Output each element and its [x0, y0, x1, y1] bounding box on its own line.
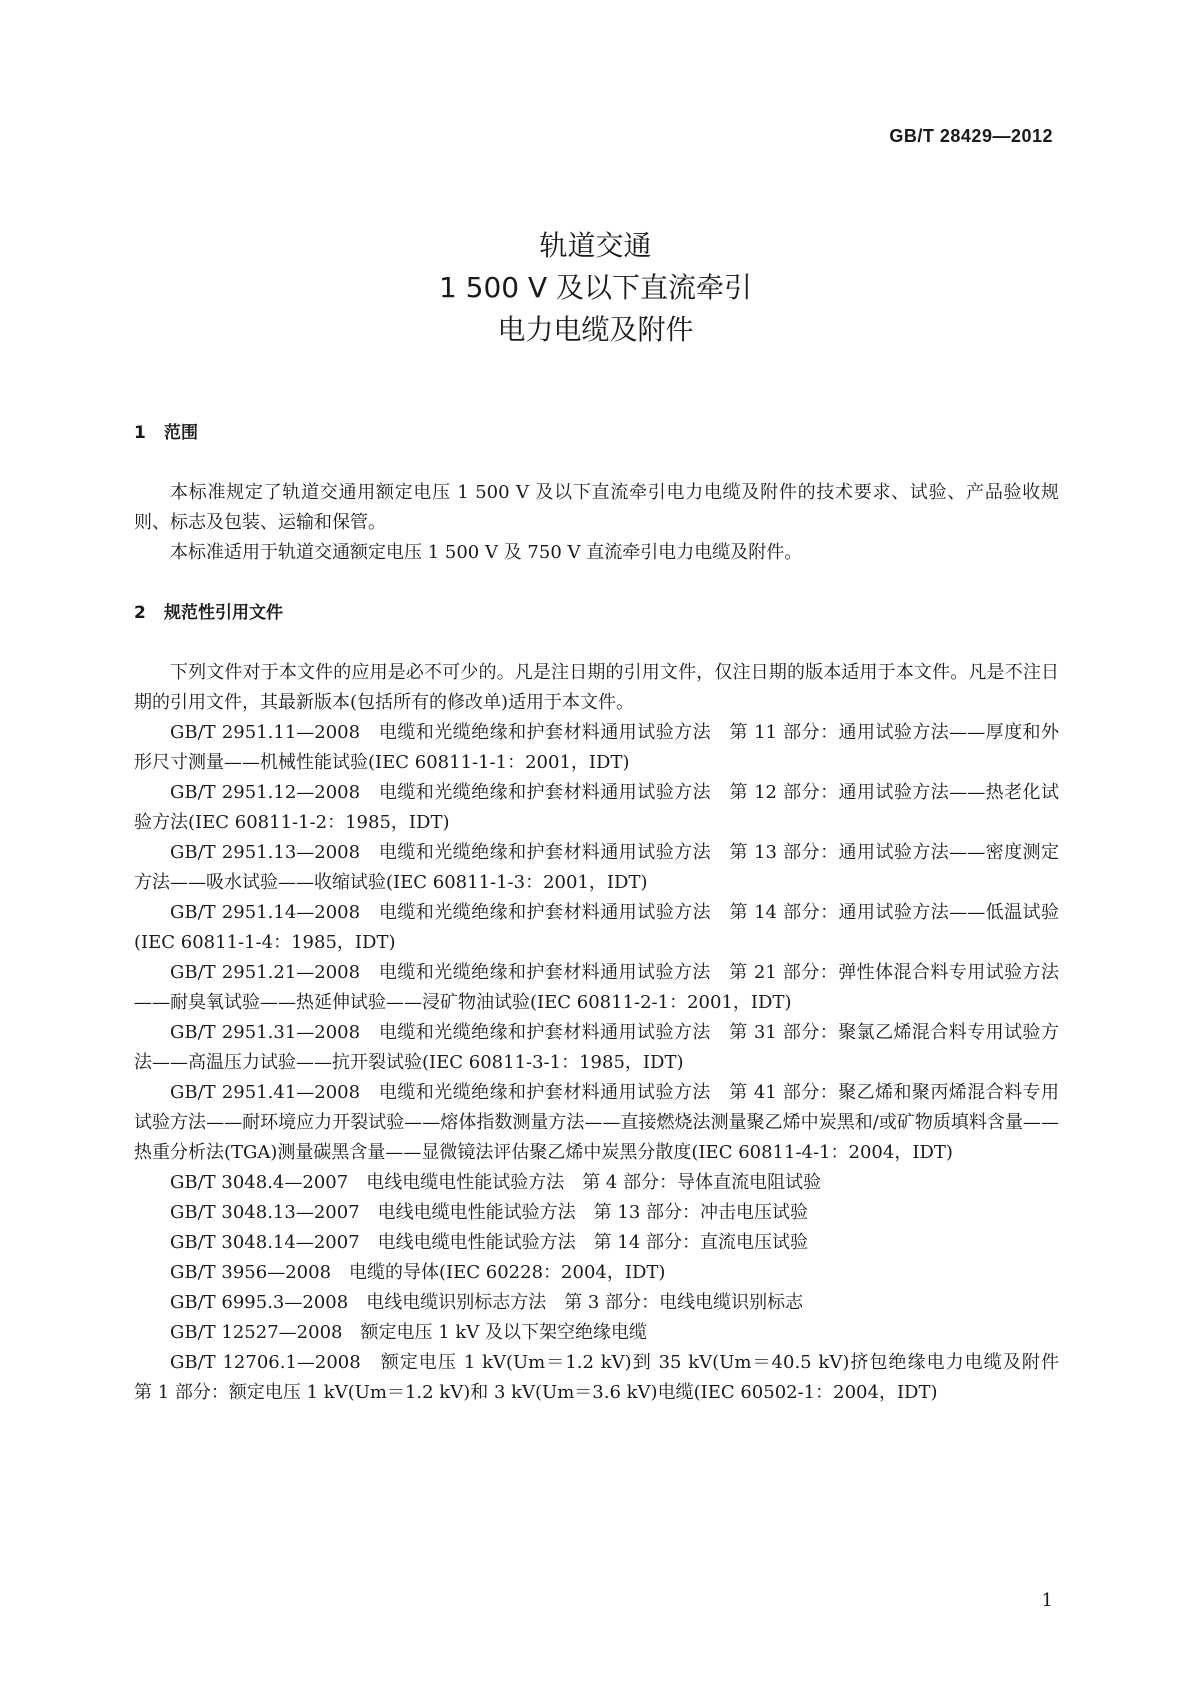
reference-item: GB/T 3048.4—2007 电线电缆电性能试验方法 第 4 部分：导体直流电阻试验 [170, 1172, 822, 1193]
references-intro: 下列文件对于本文件的应用是必不可少的。凡是注日期的引用文件，仅注日期的版本适用于本文件。凡是不注日期的引用文件，其最新版本(包括所有的修改单)适用于本文件。 [134, 662, 1059, 713]
reference-item: GB/T 3956—2008 电缆的导体(IEC 60228：2004，IDT) [170, 1262, 666, 1283]
section-2-heading [134, 598, 1059, 628]
section-number: 2 [134, 603, 146, 623]
scope-paragraph: 本标准适用于轨道交通额定电压 1 500 V 及 750 V 直流牵引电力电缆及附件。 [170, 542, 803, 563]
title-line-3: 电力电缆及附件 [497, 313, 694, 346]
reference-item: GB/T 2951.31—2008 电缆和光缆绝缘和护套材料通用试验方法 第 31 部分：聚氯乙烯混合料专用试验方法——高温压力试验——抗开裂试验(IEC 60811-3-1：1985，IDT) [134, 1022, 1059, 1073]
reference-item: GB/T 12706.1—2008 额定电压 1 kV(Um＝1.2 kV)到 35 kV(Um＝40.5 kV)挤包绝缘电力电缆及附件 第 1 部分：额定电压 1 kV(Um＝1.2 kV)和 3 kV(Um＝3.6 kV)电缆(IEC 60502-1：2004，IDT) [134, 1352, 1077, 1403]
reference-item: GB/T 2951.13—2008 电缆和光缆绝缘和护套材料通用试验方法 第 13 部分：通用试验方法——密度测定方法——吸水试验——收缩试验(IEC 60811-1-3：2001，IDT) [134, 842, 1059, 893]
reference-list [134, 718, 1077, 1408]
section-1-heading [134, 418, 1059, 448]
reference-item: GB/T 6995.3—2008 电线电缆识别标志方法 第 3 部分：电线电缆识别标志 [170, 1292, 804, 1313]
reference-item: GB/T 2951.41—2008 电缆和光缆绝缘和护套材料通用试验方法 第 41 部分：聚乙烯和聚丙烯混合料专用试验方法——耐环境应力开裂试验——熔体指数测量方法——直接燃烧法测量聚乙烯中炭黑和/或矿物质填料含量——热重分析法(TGA)测量碳黑含量——显微镜法评估聚乙烯中炭黑分散度(IEC 60811-4-1：2004，IDT) [134, 1082, 1059, 1163]
reference-item: GB/T 3048.14—2007 电线电缆电性能试验方法 第 14 部分：直流电压试验 [170, 1232, 808, 1253]
section-title: 规范性引用文件 [164, 603, 283, 623]
section-number: 1 [134, 423, 146, 443]
reference-item: GB/T 2951.12—2008 电缆和光缆绝缘和护套材料通用试验方法 第 12 部分：通用试验方法——热老化试验方法(IEC 60811-1-2：1985，IDT) [134, 782, 1059, 833]
reference-item: GB/T 3048.13—2007 电线电缆电性能试验方法 第 13 部分：冲击电压试验 [170, 1202, 808, 1223]
section-title: 范围 [164, 423, 198, 443]
title-line-2: 1 500 V 及以下直流牵引 [438, 271, 753, 304]
standard-code-header: GB/T 28429—2012 [889, 126, 1053, 146]
document-title [0, 225, 1191, 351]
document-body [134, 418, 1077, 1408]
scope-paragraph: 本标准规定了轨道交通用额定电压 1 500 V 及以下直流牵引电力电缆及附件的技术要求、试验、产品验收规则、标志及包装、运输和保管。 [134, 482, 1059, 533]
title-line-1: 轨道交通 [539, 229, 652, 262]
reference-item: GB/T 12527—2008 额定电压 1 kV 及以下架空绝缘电缆 [170, 1322, 647, 1343]
reference-item: GB/T 2951.21—2008 电缆和光缆绝缘和护套材料通用试验方法 第 21 部分：弹性体混合料专用试验方法——耐臭氧试验——热延伸试验——浸矿物油试验(IEC 60811-2-1：2001，IDT) [134, 962, 1059, 1013]
page-number: 1 [1041, 1590, 1053, 1611]
reference-item: GB/T 2951.14—2008 电缆和光缆绝缘和护套材料通用试验方法 第 14 部分：通用试验方法——低温试验(IEC 60811-1-4：1985，IDT) [134, 902, 1059, 953]
reference-item: GB/T 2951.11—2008 电缆和光缆绝缘和护套材料通用试验方法 第 11 部分：通用试验方法——厚度和外形尺寸测量——机械性能试验(IEC 60811-1-1：2001，IDT) [134, 722, 1059, 773]
